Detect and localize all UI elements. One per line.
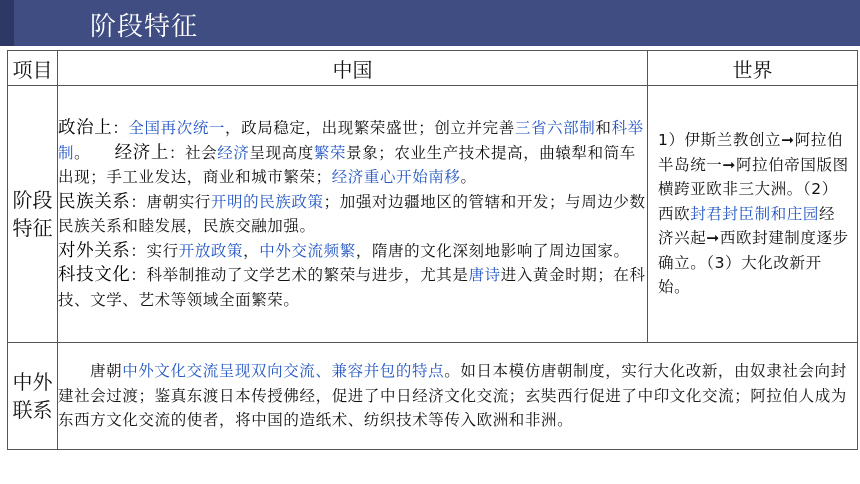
key-term: 开放政策 (178, 241, 244, 260)
relations-cell (58, 343, 858, 450)
key-term: 经济重心开始南移 (331, 168, 461, 186)
header-row (8, 51, 858, 86)
key-term: 中外交流频繁 (259, 241, 356, 260)
text-segment: ：科举制推动了文学艺术的繁荣与进步，尤其是 (130, 266, 469, 284)
text-segment: ， (243, 241, 260, 260)
key-term: 唐诗 (468, 266, 501, 284)
china-cell (58, 86, 654, 343)
text-segment: 经济兴起➞西欧封建制度逐步确立。（3）大化改新开始。 (658, 204, 849, 297)
text-segment: ： (112, 119, 129, 137)
text-segment: 。 (74, 143, 115, 162)
text-segment: 和 (595, 119, 612, 137)
stage-features-row (8, 86, 858, 343)
text-segment: 。 (460, 168, 477, 186)
text-segment: ：实行 (130, 241, 179, 260)
header-item: 项目 (8, 51, 58, 86)
summary-table (7, 50, 858, 450)
section-heading: 对外关系 (58, 240, 131, 261)
header-world: 世界 (648, 51, 858, 86)
china-content (58, 116, 654, 312)
foreign-relations-row (8, 343, 858, 450)
key-term: 中外文化交流呈现双向交流、兼容并包的特点 (122, 362, 445, 381)
row-label-foreign-relations: 中外联系 (8, 343, 58, 450)
key-term: 开明的民族政策 (210, 192, 324, 211)
text-segment: 1）伊斯兰教创立➞阿拉伯半岛统一➞阿拉伯帝国版图横跨亚欧非三大洲。（2）西欧 (658, 131, 849, 223)
text-segment: ，政局稳定，出现繁荣盛世；创立并完善 (225, 119, 515, 137)
text-segment: ：唐朝实行 (130, 192, 211, 211)
section-heading: 经济上 (114, 142, 169, 163)
key-term: 全国再次统一 (128, 119, 226, 137)
header-china: 中国 (58, 51, 648, 86)
row-label-stage-features: 阶段特征 (8, 86, 58, 343)
text-segment: 呈现高度 (249, 143, 314, 162)
title-accent (0, 0, 14, 46)
text-segment: 进入黄金时期；在科技、文学、艺术等领域全面繁荣。 (58, 266, 646, 309)
world-content (658, 128, 849, 300)
page-title: 阶段特征 (90, 12, 199, 42)
section-heading: 民族关系 (58, 191, 131, 212)
key-term: 经济 (217, 143, 250, 162)
key-term: 繁荣 (313, 143, 347, 162)
text-segment: 唐朝 (90, 362, 123, 381)
text-segment: ；加强对边疆地区的管辖和开发；与周边少数民族关系和睦发展，民族交融加强。 (58, 192, 646, 235)
section-heading: 科技文化 (58, 265, 131, 285)
relations-content (58, 359, 857, 433)
key-term: 封君封臣制和庄园 (690, 204, 820, 223)
text-segment: ：社会 (168, 143, 218, 162)
text-segment: 景象；农业生产技术提高，曲辕犁和筒车出现；手工业发达，商业和城市繁荣； (58, 143, 636, 186)
key-term: 科举制 (58, 119, 644, 162)
key-term: 三省六部制 (514, 119, 596, 137)
title-bar (0, 0, 860, 46)
world-cell (648, 86, 858, 343)
section-heading: 政治上 (58, 118, 113, 138)
text-segment: 。如日本模仿唐朝制度，实行大化改新，由奴隶社会向封建社会过渡；鉴真东渡日本传授佛经，促进了中日经济文化交流；玄奘西行促进了中印文化交流；阿拉伯人成为东西方文化交流的使者，将中国的造纸术、纺织技术等传入欧洲和非洲。 (58, 362, 847, 430)
text-segment: ，隋唐的文化深刻地影响了周边国家。 (355, 241, 654, 260)
